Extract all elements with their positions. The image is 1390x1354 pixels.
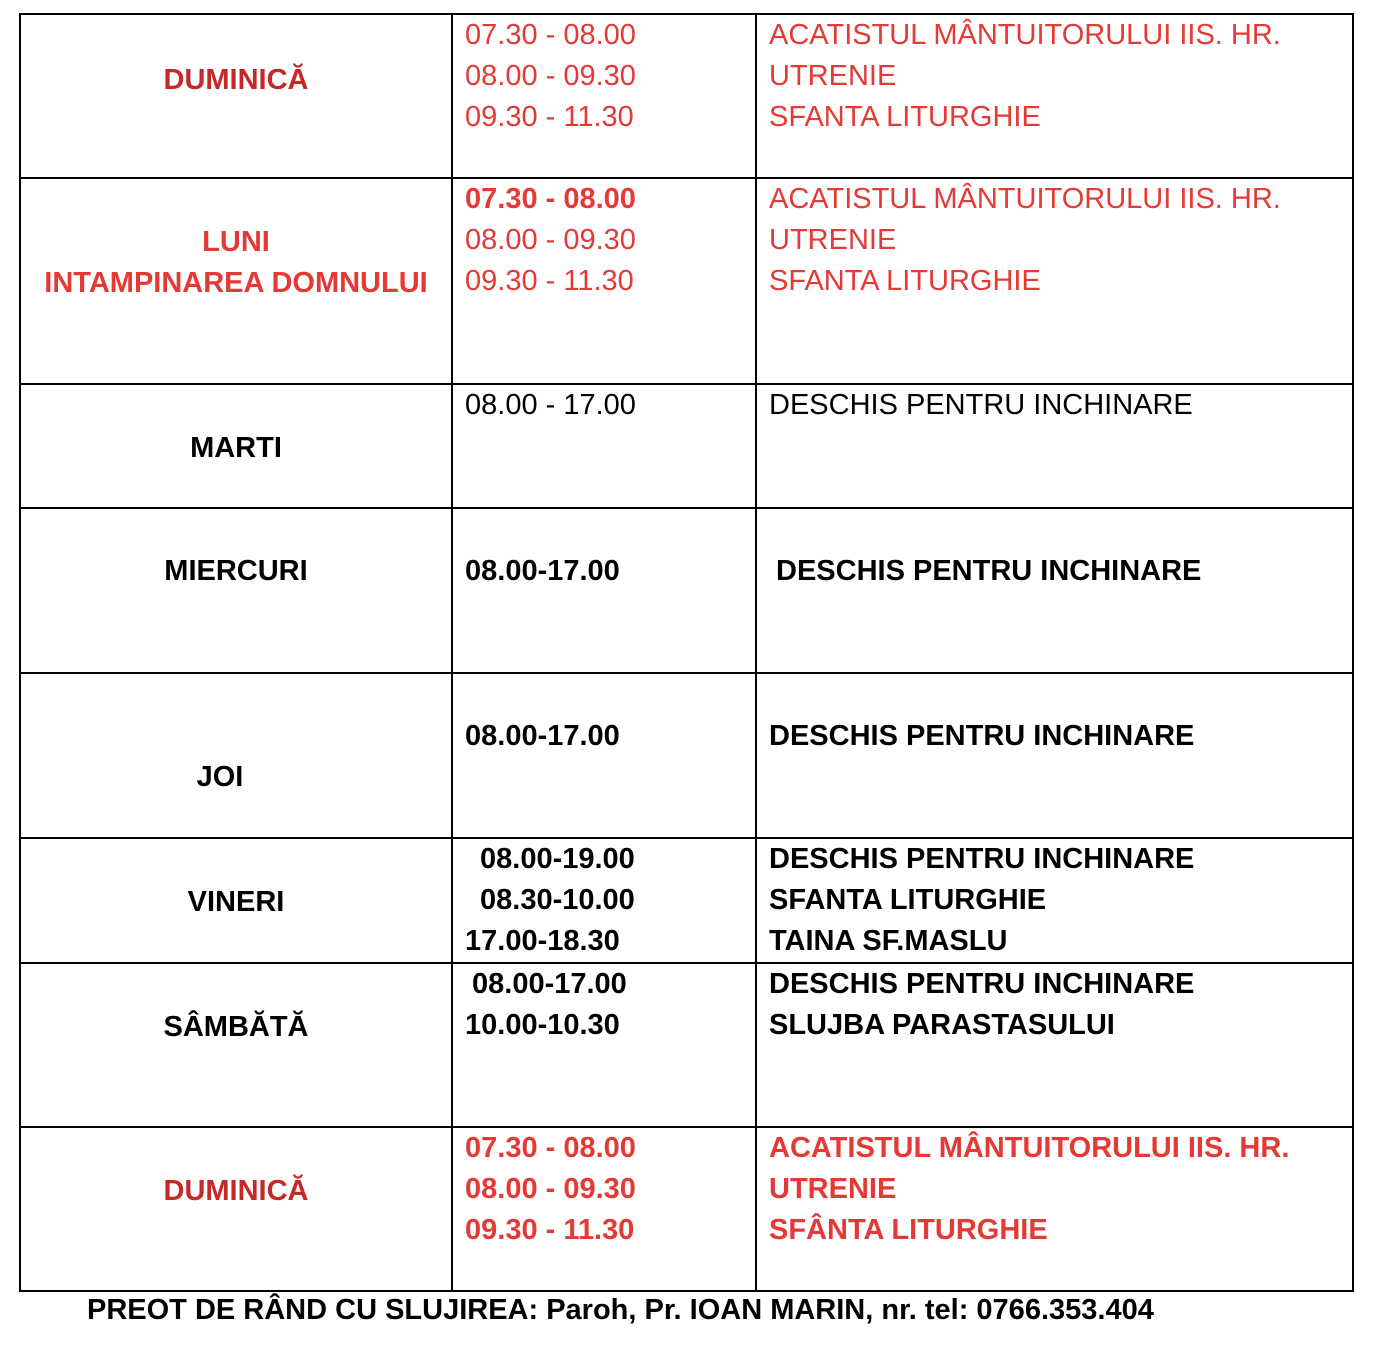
- service-cell: [756, 508, 1353, 673]
- day-cell: [20, 963, 452, 1127]
- service-entry: DESCHIS PENTRU INCHINARE: [776, 555, 1202, 587]
- service-entry: ACATISTUL MÂNTUITORULUI IIS. HR.: [769, 183, 1281, 215]
- time-entry: 08.00 - 17.00: [465, 389, 636, 421]
- table-row: [20, 838, 1353, 963]
- day-cell: [20, 838, 452, 963]
- time-entry: 08.30-10.00: [480, 884, 635, 916]
- table-row: [20, 178, 1353, 384]
- day-label: MIERCURI: [164, 555, 308, 587]
- table-row: [20, 673, 1353, 838]
- time-cell: [452, 963, 756, 1127]
- day-subtitle: INTAMPINAREA DOMNULUI: [44, 267, 428, 299]
- day-label: DUMINICĂ: [163, 64, 309, 96]
- service-entry: UTRENIE: [769, 60, 897, 92]
- time-entry: 08.00 - 09.30: [465, 224, 636, 256]
- service-entry: SFANTA LITURGHIE: [769, 884, 1047, 916]
- service-cell: [756, 838, 1353, 963]
- time-entry: 08.00-17.00: [472, 968, 627, 1000]
- time-entry: 09.30 - 11.30: [465, 101, 634, 133]
- priest-contact-footer: PREOT DE RÂND CU SLUJIREA: Paroh, Pr. IOAN MARIN, nr. tel: 0766.353.404: [87, 1294, 1154, 1326]
- service-cell: [756, 14, 1353, 178]
- time-entry: 08.00-17.00: [465, 555, 620, 587]
- service-cell: [756, 963, 1353, 1127]
- service-entry: SFANTA LITURGHIE: [769, 101, 1041, 133]
- service-entry: SLUJBA PARASTASULUI: [769, 1009, 1115, 1041]
- table-row: [20, 508, 1353, 673]
- day-label: LUNI: [202, 226, 270, 258]
- time-cell: [452, 1127, 756, 1291]
- service-cell: [756, 178, 1353, 384]
- day-cell: [20, 1127, 452, 1291]
- service-entry: UTRENIE: [769, 224, 897, 256]
- time-entry: 08.00 - 09.30: [465, 60, 636, 92]
- service-cell: [756, 384, 1353, 508]
- service-entry: UTRENIE: [769, 1173, 897, 1205]
- time-entry: 07.30 - 08.00: [465, 19, 636, 51]
- time-cell: [452, 178, 756, 384]
- time-cell: [452, 384, 756, 508]
- service-cell: [756, 1127, 1353, 1291]
- day-cell: [20, 178, 452, 384]
- time-cell: [452, 14, 756, 178]
- time-entry: 08.00-19.00: [480, 843, 635, 875]
- service-entry: TAINA SF.MASLU: [769, 925, 1008, 957]
- schedule-table: [19, 13, 1354, 1292]
- service-entry: DESCHIS PENTRU INCHINARE: [769, 389, 1193, 421]
- time-cell: [452, 838, 756, 963]
- table-row: [20, 14, 1353, 178]
- day-label: VINERI: [187, 886, 285, 918]
- day-label: SÂMBĂTĂ: [163, 1011, 309, 1043]
- service-entry: ACATISTUL MÂNTUITORULUI IIS. HR.: [769, 19, 1281, 51]
- day-label: MARTI: [190, 432, 282, 464]
- time-entry: 07.30 - 08.00: [465, 1132, 636, 1164]
- service-cell: [756, 673, 1353, 838]
- table-row: [20, 1127, 1353, 1291]
- time-entry: 10.00-10.30: [465, 1009, 620, 1041]
- time-entry: 07.30 - 08.00: [465, 183, 636, 215]
- service-entry: DESCHIS PENTRU INCHINARE: [769, 968, 1195, 1000]
- service-entry: SFANTA LITURGHIE: [769, 265, 1041, 297]
- service-entry: DESCHIS PENTRU INCHINARE: [769, 843, 1195, 875]
- day-label: JOI: [196, 761, 244, 793]
- service-entry: ACATISTUL MÂNTUITORULUI IIS. HR.: [769, 1132, 1290, 1164]
- day-cell: [20, 508, 452, 673]
- table-row: [20, 384, 1353, 508]
- time-cell: [452, 508, 756, 673]
- service-entry: DESCHIS PENTRU INCHINARE: [769, 720, 1195, 752]
- time-entry: 08.00-17.00: [465, 720, 620, 752]
- time-entry: 09.30 - 11.30: [465, 265, 634, 297]
- time-entry: 09.30 - 11.30: [465, 1214, 635, 1246]
- service-entry: SFÂNTA LITURGHIE: [769, 1214, 1048, 1246]
- day-cell: [20, 14, 452, 178]
- day-cell: [20, 384, 452, 508]
- table-row: [20, 963, 1353, 1127]
- time-cell: [452, 673, 756, 838]
- day-label: DUMINICĂ: [163, 1175, 309, 1207]
- time-entry: 17.00-18.30: [465, 925, 620, 957]
- day-cell: [20, 673, 452, 838]
- time-entry: 08.00 - 09.30: [465, 1173, 636, 1205]
